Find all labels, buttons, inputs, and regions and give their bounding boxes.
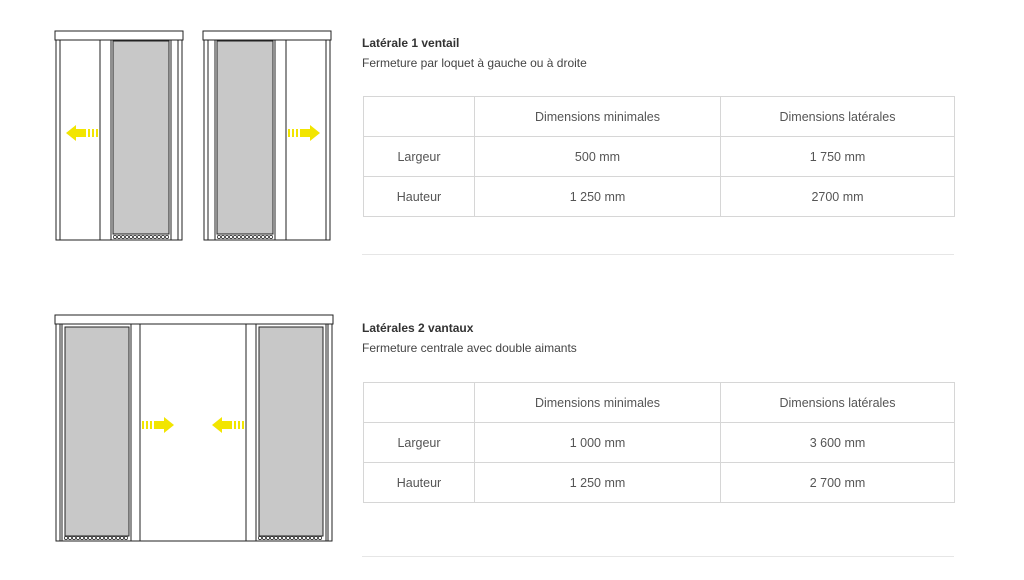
table-cell: 1 250 mm bbox=[475, 177, 721, 217]
table-row bbox=[364, 137, 955, 177]
column-header: Dimensions latérales bbox=[721, 97, 955, 137]
row-label: Hauteur bbox=[364, 177, 475, 217]
section-subtitle: Fermeture par loquet à gauche ou à droite bbox=[362, 56, 587, 70]
column-header: Dimensions minimales bbox=[475, 97, 721, 137]
table-cell: 500 mm bbox=[475, 137, 721, 177]
section-title: Latérales 2 vantaux bbox=[362, 321, 474, 335]
table-row bbox=[364, 463, 955, 503]
column-header: Dimensions minimales bbox=[475, 383, 721, 423]
single-door-left-opening-diagram bbox=[54, 30, 186, 242]
section-divider bbox=[362, 556, 954, 557]
double-door-diagram bbox=[54, 314, 336, 544]
table-header-row bbox=[364, 97, 955, 137]
section-subtitle: Fermeture centrale avec double aimants bbox=[362, 341, 577, 355]
dimensions-table bbox=[363, 96, 955, 217]
table-header-row bbox=[364, 383, 955, 423]
table-cell: 2700 mm bbox=[721, 177, 955, 217]
column-header: Dimensions latérales bbox=[721, 383, 955, 423]
table-corner-cell bbox=[364, 383, 475, 423]
table-corner-cell bbox=[364, 97, 475, 137]
section-title: Latérale 1 ventail bbox=[362, 36, 460, 50]
table-cell: 1 000 mm bbox=[475, 423, 721, 463]
table-cell: 1 750 mm bbox=[721, 137, 955, 177]
table-cell: 2 700 mm bbox=[721, 463, 955, 503]
table-row bbox=[364, 423, 955, 463]
row-label: Largeur bbox=[364, 137, 475, 177]
section-divider bbox=[362, 254, 954, 255]
table-cell: 3 600 mm bbox=[721, 423, 955, 463]
table-row bbox=[364, 177, 955, 217]
dimensions-table bbox=[363, 382, 955, 503]
single-door-right-opening-diagram bbox=[202, 30, 334, 242]
row-label: Largeur bbox=[364, 423, 475, 463]
table-cell: 1 250 mm bbox=[475, 463, 721, 503]
row-label: Hauteur bbox=[364, 463, 475, 503]
